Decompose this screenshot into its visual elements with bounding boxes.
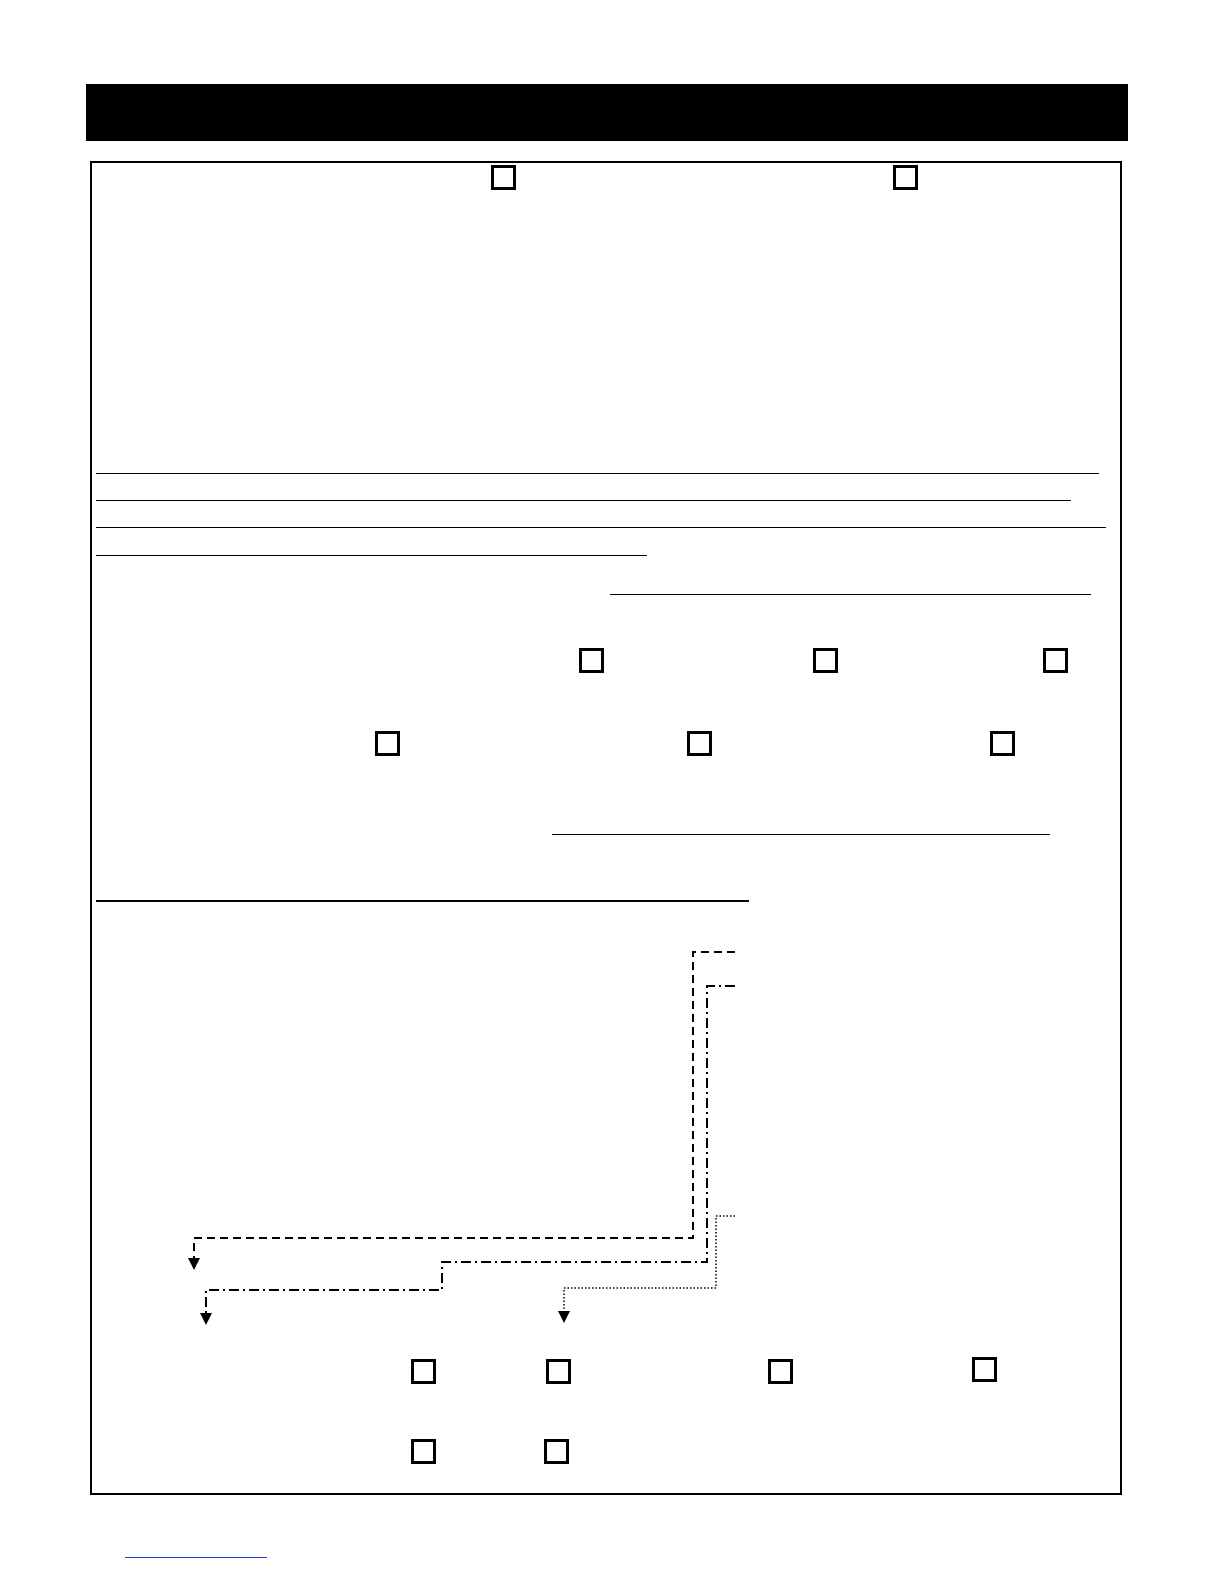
text-line-4[interactable] bbox=[96, 555, 647, 556]
checkbox-bottom-row1-b[interactable] bbox=[546, 1359, 571, 1384]
checkbox-bottom-row1-a[interactable] bbox=[411, 1359, 436, 1384]
checkbox-row2-b[interactable] bbox=[687, 731, 712, 756]
footer-link-underline[interactable] bbox=[125, 1557, 267, 1558]
header-bar bbox=[86, 84, 1128, 141]
text-line-5[interactable] bbox=[610, 594, 1091, 595]
section-divider-line bbox=[96, 900, 749, 902]
form-box bbox=[90, 161, 1122, 1495]
text-line-6[interactable] bbox=[552, 834, 1050, 835]
checkbox-top-right[interactable] bbox=[893, 165, 918, 190]
checkbox-top-left[interactable] bbox=[491, 165, 516, 190]
checkbox-row1-b[interactable] bbox=[813, 648, 838, 673]
checkbox-bottom-row2-b[interactable] bbox=[544, 1439, 569, 1464]
checkbox-row1-a[interactable] bbox=[579, 648, 604, 673]
checkbox-row2-a[interactable] bbox=[375, 731, 400, 756]
text-line-3[interactable] bbox=[96, 527, 1106, 528]
checkbox-bottom-row1-d[interactable] bbox=[972, 1357, 997, 1382]
checkbox-row1-c[interactable] bbox=[1043, 648, 1068, 673]
text-line-2[interactable] bbox=[96, 500, 1071, 501]
checkbox-bottom-row2-a[interactable] bbox=[411, 1439, 436, 1464]
checkbox-bottom-row1-c[interactable] bbox=[768, 1359, 793, 1384]
text-line-1[interactable] bbox=[96, 473, 1099, 474]
checkbox-row2-c[interactable] bbox=[990, 731, 1015, 756]
